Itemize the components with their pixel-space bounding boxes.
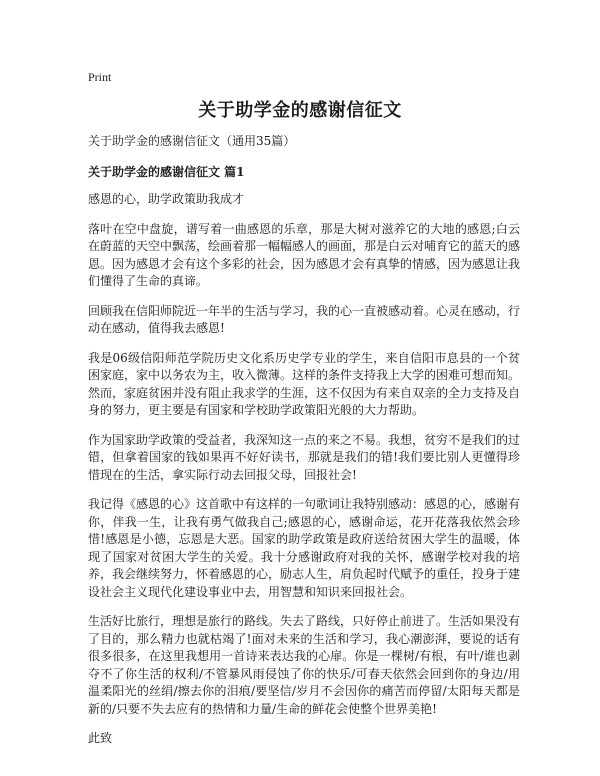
section-heading: 关于助学金的感谢信征文 篇1 [88,165,245,179]
document-subtitle: 关于助学金的感谢信征文（通用35篇） [88,134,296,148]
paragraph: 落叶在空中盘旋，谱写着一曲感恩的乐章，那是大树对滋养它的大地的感恩;白云在蔚蓝的天空中飘荡，绘画着那一幅幅感人的画面，那是白云对哺育它的蓝天的感恩。因为感恩才会有这个多彩的社会，因为感恩才会有真挚的情感，因为感恩让我们懂得了生命的真谛。 [88,221,521,288]
print-link[interactable]: Print [88,70,112,84]
page-title: 关于助学金的感谢信征文 [198,100,402,121]
paragraph: 我是06级信阳师范学院历史文化系历史学专业的学生，来自信阳市息县的一个贫困家庭，家中以务农为主，收入微薄。这样的条件支持我上大学的困难可想而知。然而，家庭贫困并没有阻止我求学的生涯，这不仅因为有来自双亲的全力支持及自身的努力，更主要是有国家和学校助学政策阳光般的大力帮助。 [88,350,521,417]
document-body [88,133,520,760]
paragraph: 生活好比旅行，理想是旅行的路线。失去了路线，只好停止前进了。生活如果没有了目的，那么精力也就枯竭了!面对未来的生活和学习，我心潮澎湃，要说的话有很多很多，在这里我想用一首诗来表达我的心扉。你是一棵树/有根，有叶/谁也剥夺不了你生活的权利/不管暴风雨侵蚀了你的快乐/可春天依然会回到你的身边/用温柔阳光的丝绢/擦去你的泪痕/要坚信/岁月不会因你的痛苦而停留/太阳每天都是新的/只要不失去应有的热情和力量/生命的鲜花会使整个世界美艳! [88,614,521,716]
paragraph: 作为国家助学政策的受益者，我深知这一点的来之不易。我想，贫穷不是我们的过错，但拿着国家的钱如果再不好好读书，那就是我们的错!我们要比别人更懂得珍惜现在的生活，拿实际行动去回报父母，回报社会! [88,432,521,482]
closing-salutation: 此致 [88,731,113,745]
paragraph: 回顾我在信阳师院近一年半的生活与学习，我的心一直被感动着。心灵在感动，行动在感动，值得我去感恩! [88,303,521,335]
paragraph: 我记得《感恩的心》这首歌中有这样的一句歌词让我特别感动：感恩的心，感谢有你，伴我一生，让我有勇气做我自己;感恩的心，感谢命运，花开花落我依然会珍惜!感恩是小德，忘恩是大恶。国家的助学政策是政府送给贫困大学生的温暖，体现了国家对贫困大学生的关爱。我十分感谢政府对我的关怀，感谢学校对我的培养，我会继续努力，怀着感恩的心，励志人生，肩负起时代赋予的重任，投身于建设社会主义现代化建设事业中去，用智慧和知识来回报社会。 [88,497,521,599]
paragraph: 感恩的心，助学政策助我成才 [88,192,245,206]
